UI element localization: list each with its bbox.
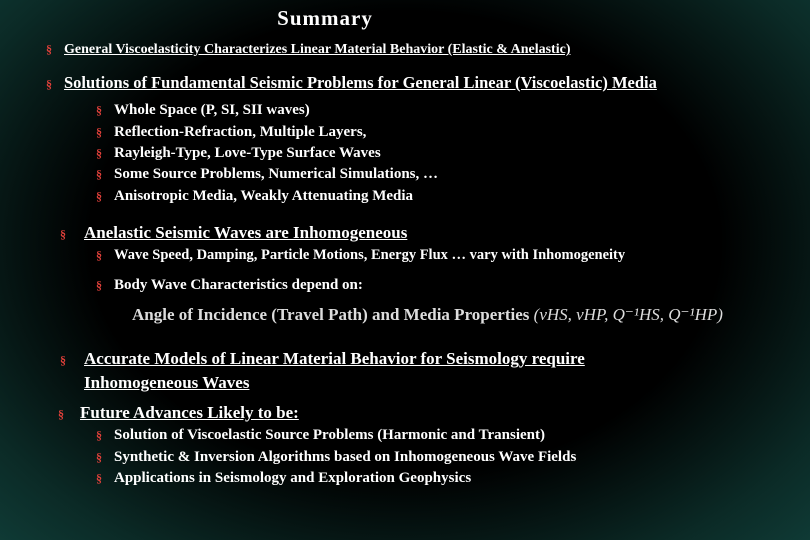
bullet-general: § General Viscoelasticity Characterizes Linear Material Behavior (Elastic & Anelastic) <box>46 42 571 57</box>
list-item: § Anisotropic Media, Weakly Attenuating Media <box>96 188 414 204</box>
bullet-icon: § <box>96 450 102 464</box>
bullet-icon: § <box>46 42 52 56</box>
slide-title: Summary <box>277 6 373 30</box>
list-item: § Body Wave Characteristics depend on: <box>96 277 363 293</box>
bullet-icon: § <box>96 471 102 485</box>
list-item: § Some Source Problems, Numerical Simulations, … <box>96 166 439 182</box>
bullet-icon: § <box>96 278 102 292</box>
list-item: § Rayleigh-Type, Love-Type Surface Waves <box>96 145 381 161</box>
bullet-future: § Future Advances Likely to be: <box>58 403 299 422</box>
list-item: § Whole Space (P, SI, SII waves) <box>96 102 310 118</box>
list-item: § Wave Speed, Damping, Particle Motions, Energy Flux … vary with Inhomogeneity <box>96 247 626 263</box>
formula: Angle of Incidence (Travel Path) and Media Properties (vHS, vHP, Q⁻¹HS, Q⁻¹HP) <box>132 305 723 324</box>
bullet-icon: § <box>60 353 66 367</box>
list-item: § Synthetic & Inversion Algorithms based on Inhomogeneous Wave Fields <box>96 449 577 465</box>
bullet-solutions: § Solutions of Fundamental Seismic Problems for General Linear (Viscoelastic) Media <box>46 73 657 92</box>
list-item: § Solution of Viscoelastic Source Problems (Harmonic and Transient) <box>96 427 545 443</box>
bullet-accurate: § Accurate Models of Linear Material Behavior for Seismology require <box>60 349 585 368</box>
bullet-icon: § <box>46 77 52 91</box>
bullet-icon: § <box>96 146 102 160</box>
bullet-icon: § <box>96 428 102 442</box>
bullet-icon: § <box>96 167 102 181</box>
bullet-icon: § <box>96 189 102 203</box>
formula-vars: (vHS, vHP, Q⁻¹HS, Q⁻¹HP) <box>533 305 723 324</box>
bullet-anelastic: § Anelastic Seismic Waves are Inhomogeneous <box>60 223 408 242</box>
bullet-icon: § <box>96 125 102 139</box>
bullet-icon: § <box>96 248 102 262</box>
list-item: § Applications in Seismology and Exploration Geophysics <box>96 470 472 486</box>
bullet-icon: § <box>60 227 66 241</box>
bullet-icon: § <box>58 407 64 421</box>
bullet-icon: § <box>96 103 102 117</box>
list-item: § Reflection-Refraction, Multiple Layers, <box>96 124 367 140</box>
accurate-line-2: Inhomogeneous Waves <box>84 373 250 392</box>
